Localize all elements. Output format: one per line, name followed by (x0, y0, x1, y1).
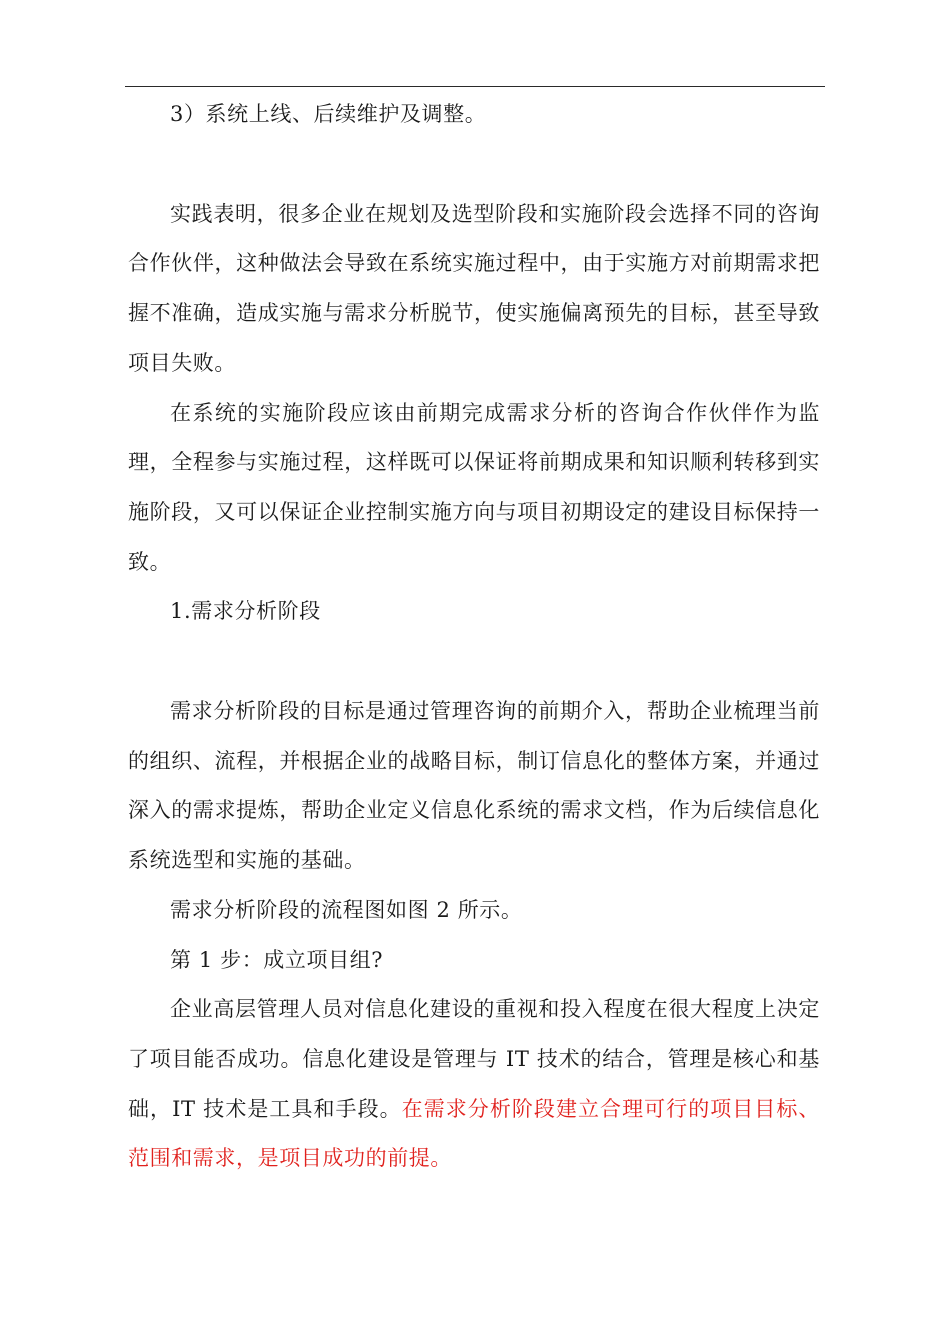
blank-line (128, 637, 820, 687)
blank-line (128, 140, 820, 190)
paragraph-management-highlight: 在需求分析阶段建立合理可行的项目目标、范围和需求，是项目成功的前提。 (128, 1096, 820, 1171)
paragraph-practice: 实践表明，很多企业在规划及选型阶段和实施阶段会选择不同的咨询合作伙伴，这种做法会导致在系统实施过程中，由于实施方对前期需求把握不准确，造成实施与需求分析脱节，使实施偏离预先的目标，甚至导致项目失败。 (128, 201, 820, 375)
section-heading: 1.需求分析阶段 (170, 599, 321, 624)
paragraph-management (128, 985, 820, 1184)
step-1: 第 1 步：成立项目组? (170, 947, 384, 972)
document-body (128, 90, 820, 1184)
paragraph-goal: 需求分析阶段的目标是通过管理咨询的前期介入，帮助企业梳理当前的组织、流程，并根据企业的战略目标，制订信息化的整体方案，并通过深入的需求提炼，帮助企业定义信息化系统的需求文档，作为后续信息化系统选型和实施的基础。 (128, 699, 820, 873)
paragraph-flowchart: 需求分析阶段的流程图如图 2 所示。 (170, 897, 523, 922)
paragraph-management-text: 企业高层管理人员对信息化建设的重视和投入程度在很大程度上决定了项目能否成功。信息化建设是管理与 IT 技术的结合，管理是核心和基础，IT 技术是工具和手段。 (128, 997, 820, 1121)
header-rule (125, 86, 825, 87)
list-item-3: 3）系统上线、后续维护及调整。 (170, 102, 487, 126)
paragraph-supervision: 在系统的实施阶段应该由前期完成需求分析的咨询合作伙伴作为监理，全程参与实施过程，这样既可以保证将前期成果和知识顺利转移到实施阶段，又可以保证企业控制实施方向与项目初期设定的建设目标保持一致。 (128, 400, 820, 574)
